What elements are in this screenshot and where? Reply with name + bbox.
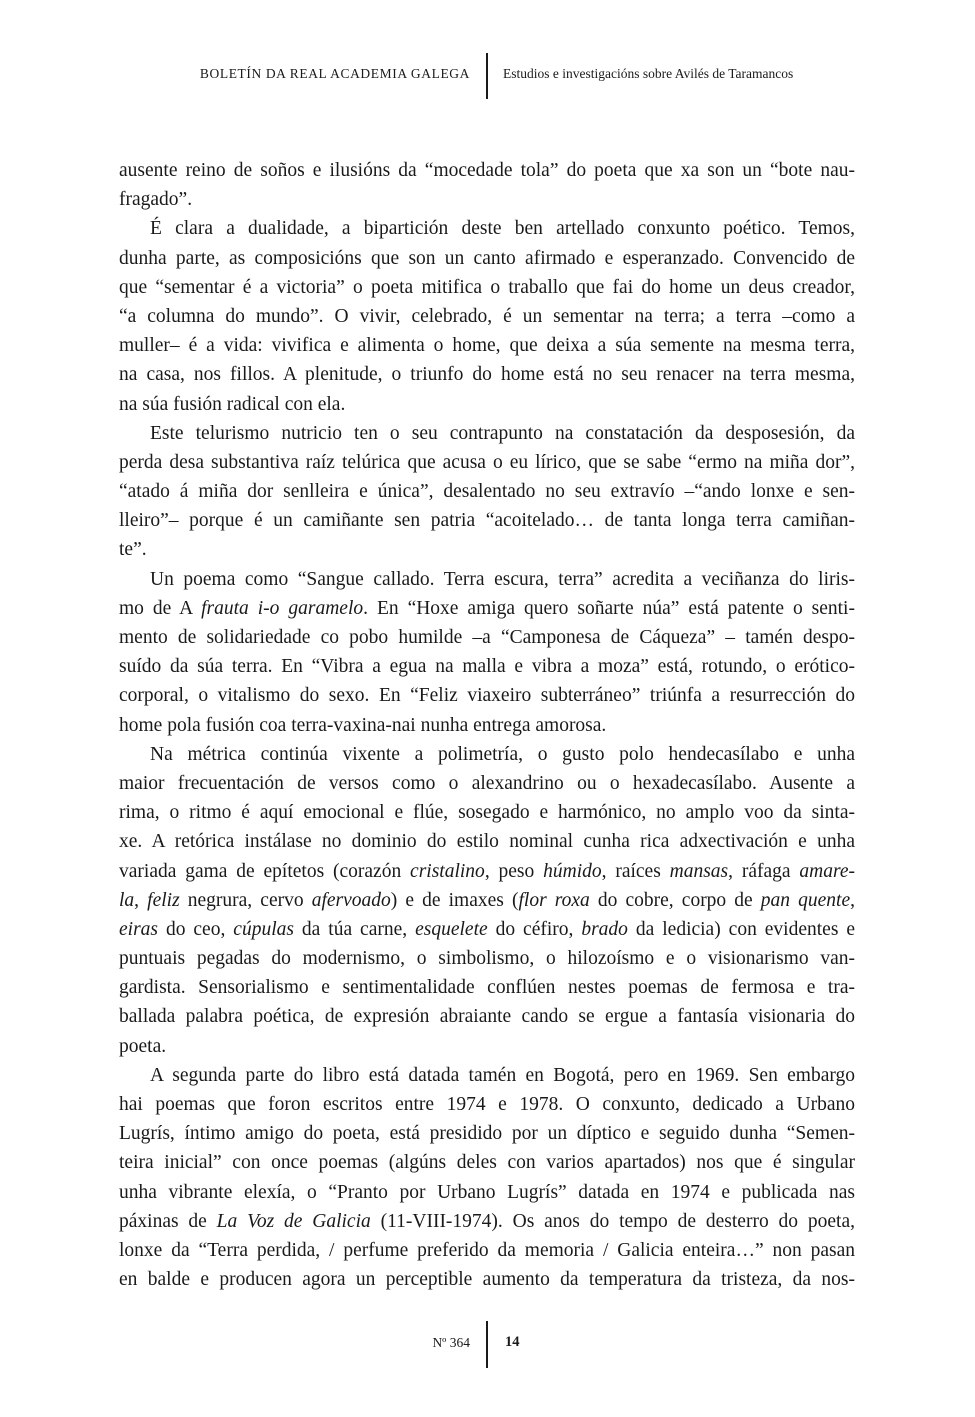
italic-text: frauta i-o garamelo [201,597,364,619]
paragraph [119,565,855,740]
text-line [119,535,855,564]
text-run: gardista. Sensorialismo e sentimentalidade conflúen nestes poemas de fermosa e tra- [119,977,855,999]
text-run: teira inicial” con once poemas (algúns deles con varios apartados) nos que é singular [119,1152,855,1174]
text-line [119,214,855,243]
text-run: unha vibrante elexía, o “Pranto por Urbano Lugrís” datada en 1974 e publicada nas [119,1181,855,1203]
text-run: corporal, o vitalismo do sexo. En “Feliz viaxeiro subterráneo” triúnfa a resurrección do [119,685,855,707]
text-run: ballada palabra poética, de expresión abraiante cando se ergue a fantasía visionaria do [119,1006,855,1028]
text-line [119,302,855,331]
text-line [119,1207,855,1236]
italic-text: mansas [669,860,729,882]
italic-text: húmido [543,860,602,882]
section-title: Estudios e investigacións sobre Avilés de Taramancos [503,66,794,81]
text-run: puntuais pegadas do modernismo, o simbolismo, o hilozoísmo e o visionarismo van- [119,948,855,970]
text-line [119,1178,855,1207]
text-line [119,506,855,535]
italic-text: eiras [119,918,158,940]
text-line [119,886,855,915]
text-line [119,681,855,710]
text-line [119,1119,855,1148]
text-line [119,185,855,214]
text-line [119,798,855,827]
italic-text: feliz [147,889,180,911]
text-run: fragado”. [119,189,193,211]
text-line [119,1236,855,1265]
text-run: perda desa substantiva raíz telúrica que acusa o eu lírico, que se sabe “ermo na miña dor”, [119,451,855,473]
text-run: te”. [119,539,147,561]
text-line [119,477,855,506]
text-line [119,652,855,681]
page-number: 14 [505,1334,520,1350]
text-run: , peso [484,860,544,882]
text-run: muller– é a vida: vivifica e alimenta o home, que deixa a súa semente na mesma terra, [119,335,855,357]
italic-text: afervoado [311,889,391,911]
text-run: home pola fusión coa terra-vaxina-nai nunha entrega amorosa. [119,714,607,736]
text-run: ausente reino de soños e ilusións da “mocedade tola” do poeta que xa son un “bote nau- [119,160,855,181]
text-run: (11-VIII-1974). Os anos do tempo de desterro do poeta, [370,1210,855,1232]
text-line [119,419,855,448]
italic-text: amare- [799,860,855,882]
journal-title: BOLETÍN DA REAL ACADEMIA GALEGA [199,66,470,81]
text-line [119,1090,855,1119]
text-run: mo de A [119,597,202,619]
paragraph [119,419,855,565]
text-run: suído da súa terra. En “Vibra a egua na malla e vibra a moza” está, rotundo, o erótico- [119,656,855,678]
text-line [119,1061,855,1090]
italic-text: brado [581,918,628,940]
text-run: ) e de imaxes ( [390,889,519,911]
text-line [119,1265,855,1294]
italic-text: cúpulas [233,918,294,940]
issue-number: Nº 364 [432,1335,470,1350]
text-run: , raíces [601,860,670,882]
text-line [119,915,855,944]
text-line [119,1002,855,1031]
text-run: dunha parte, as composicións que son un canto afirmado e esperanzado. Convencido de [119,247,855,269]
text-line [119,273,855,302]
text-run: xe. A retórica instálase no dominio do estilo nominal cunha rica adxectivación e unha [119,831,855,853]
text-run: A segunda parte do libro está datada tamén en Bogotá, pero en 1969. Sen embargo [150,1064,855,1086]
text-run: , [850,889,856,911]
paragraph [119,740,855,1061]
paragraph [119,1061,855,1295]
text-line [119,565,855,594]
text-run: Na métrica continúa vixente a polimetría, o gusto polo hendecasílabo e unha [150,743,855,765]
running-footer [0,1321,975,1368]
text-run: rima, o ritmo é aquí emocional e flúe, sosegado e harmónico, no amplo voo da sinta- [119,802,855,824]
text-run: do céfiro, [487,918,582,940]
text-line [119,740,855,769]
footer-divider [486,1321,488,1368]
italic-text: la [119,889,135,911]
italic-text: flor roxa [518,889,590,911]
text-line [119,594,855,623]
text-run: Lugrís, íntimo amigo do poeta, está presidido por un díptico e seguido dunha “Semen- [119,1123,855,1145]
text-run: da túa carne, [293,918,416,940]
text-run: “a columna do mundo”. O vivir, celebrado, é un sementar na terra; a terra –como a [119,305,855,327]
italic-text: pan quente [760,889,851,911]
text-line [119,448,855,477]
text-line [119,244,855,273]
text-line [119,156,855,185]
text-run: lleiro”– porque é un camiñante sen patria “acoitelado… de tanta longa terra camiñan- [119,510,855,532]
text-run: negrura, cervo [179,889,312,911]
italic-text: La Voz de Galicia [216,1210,371,1232]
paragraph [119,156,855,214]
text-line [119,1148,855,1177]
italic-text: cristalino [410,860,485,882]
text-run: en balde e producen agora un perceptible aumento da temperatura da tristeza, da nos- [119,1269,855,1291]
text-run: , [134,889,148,911]
text-run: maior frecuentación de versos como o alexandrino ou o hexadecasílabo. Ausente a [119,772,855,794]
text-run: poeta. [119,1035,167,1057]
text-line [119,827,855,856]
text-run: páxinas de [119,1210,217,1232]
header-divider [486,53,488,99]
text-run: . En “Hoxe amiga quero soñarte núa” está patente o senti- [363,597,855,619]
text-run: Este telurismo nutricio ten o seu contrapunto na constatación da desposesión, da [150,422,855,444]
text-run: hai poemas que foron escritos entre 1974 e 1978. O conxunto, dedicado a Urbano [119,1094,855,1115]
text-run: do ceo, [158,918,234,940]
text-line [119,973,855,1002]
text-line [119,857,855,886]
text-line [119,360,855,389]
text-line [119,711,855,740]
text-line [119,331,855,360]
text-run: lonxe da “Terra perdida, / perfume preferido da memoria / Galicia enteira…” non pasan [119,1239,855,1261]
text-run: variada gama de epítetos (corazón [119,860,411,882]
body-text [119,156,855,1294]
text-line [119,623,855,652]
text-run: na súa fusión radical con ela. [119,393,346,415]
text-line [119,944,855,973]
italic-text: esquelete [415,918,488,940]
paragraph [119,214,855,418]
text-run: que “sementar é a victoria” o poeta mitifica o traballo que fai do home un deus creador, [119,276,855,298]
text-run: do cobre, corpo de [589,889,761,911]
text-run: “atado á miña dor senlleira e única”, desalentado no seu extravío –“ando lonxe e sen- [119,481,855,503]
text-run: É clara a dualidade, a bipartición deste ben artellado conxunto poético. Temos, [150,218,855,240]
text-run: Un poema como “Sangue callado. Terra escura, terra” acredita a veciñanza do liris- [150,568,855,590]
text-run: na casa, nos fillos. A plenitude, o triunfo do home está no seu renacer na terra mesma, [119,364,855,386]
text-run: da ledicia) con evidentes e [627,918,856,940]
text-run: mento de solidariedade co pobo humilde –a “Camponesa de Cáqueza” – tamén despo- [119,627,855,648]
text-line [119,1032,855,1061]
text-line [119,769,855,798]
text-line [119,390,855,419]
text-run: , ráfaga [728,860,800,882]
running-header [0,53,975,99]
